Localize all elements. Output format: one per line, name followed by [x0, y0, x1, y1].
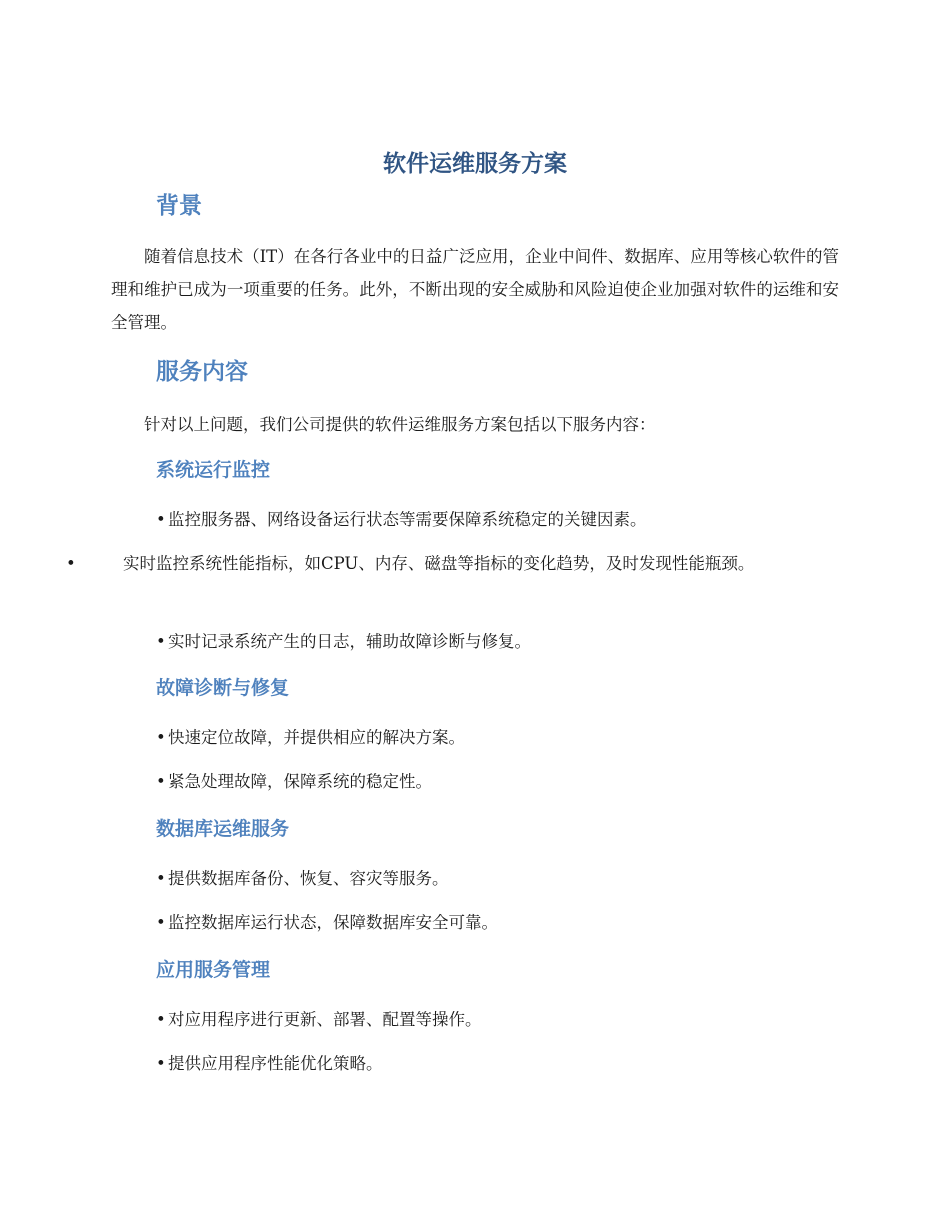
subsection-heading-application: 应用服务管理: [156, 959, 271, 981]
services-intro: 针对以上问题，我们公司提供的软件运维服务方案包括以下服务内容：: [144, 415, 656, 434]
bullet-marker: •: [156, 632, 166, 651]
subsection-heading-database: 数据库运维服务: [156, 818, 290, 840]
list-item: • 快速定位故障，并提供相应的解决方案。: [111, 721, 839, 754]
list-item: • 紧急处理故障，保障系统的稳定性。: [111, 765, 839, 798]
section-heading-services: 服务内容: [156, 359, 248, 385]
bullet-marker: •: [156, 510, 166, 529]
list-item: • 监控服务器、网络设备运行状态等需要保障系统稳定的关键因素。: [111, 503, 839, 536]
bullet-marker: •: [156, 728, 166, 747]
document-title: 软件运维服务方案: [383, 151, 567, 177]
bullet-marker: •: [156, 913, 166, 932]
list-item: • 实时监控系统性能指标，如CPU、内存、磁盘等指标的变化趋势，及时发现性能瓶颈。: [111, 547, 839, 580]
bullet-marker: •: [156, 772, 166, 791]
bullet-marker: •: [156, 1010, 166, 1029]
bullet-marker: •: [156, 869, 166, 888]
bullet-marker: •: [66, 554, 76, 573]
subsection-heading-diagnosis: 故障诊断与修复: [156, 677, 290, 699]
bullet-marker: •: [156, 1054, 166, 1073]
subsection-heading-monitoring: 系统运行监控: [156, 459, 271, 481]
list-item: • 监控数据库运行状态，保障数据库安全可靠。: [111, 906, 839, 939]
background-paragraph: 随着信息技术（IT）在各行各业中的日益广泛应用，企业中间件、数据库、应用等核心软件的管理和维护已成为一项重要的任务。此外，不断出现的安全威胁和风险迫使企业加强对软件的运维和安全管理。: [111, 247, 839, 332]
list-item: • 提供应用程序性能优化策略。: [111, 1047, 839, 1080]
list-item: • 提供数据库备份、恢复、容灾等服务。: [111, 862, 839, 895]
list-item: • 实时记录系统产生的日志，辅助故障诊断与修复。: [111, 625, 839, 658]
list-item: • 对应用程序进行更新、部署、配置等操作。: [111, 1003, 839, 1036]
section-heading-background: 背景: [156, 193, 202, 219]
